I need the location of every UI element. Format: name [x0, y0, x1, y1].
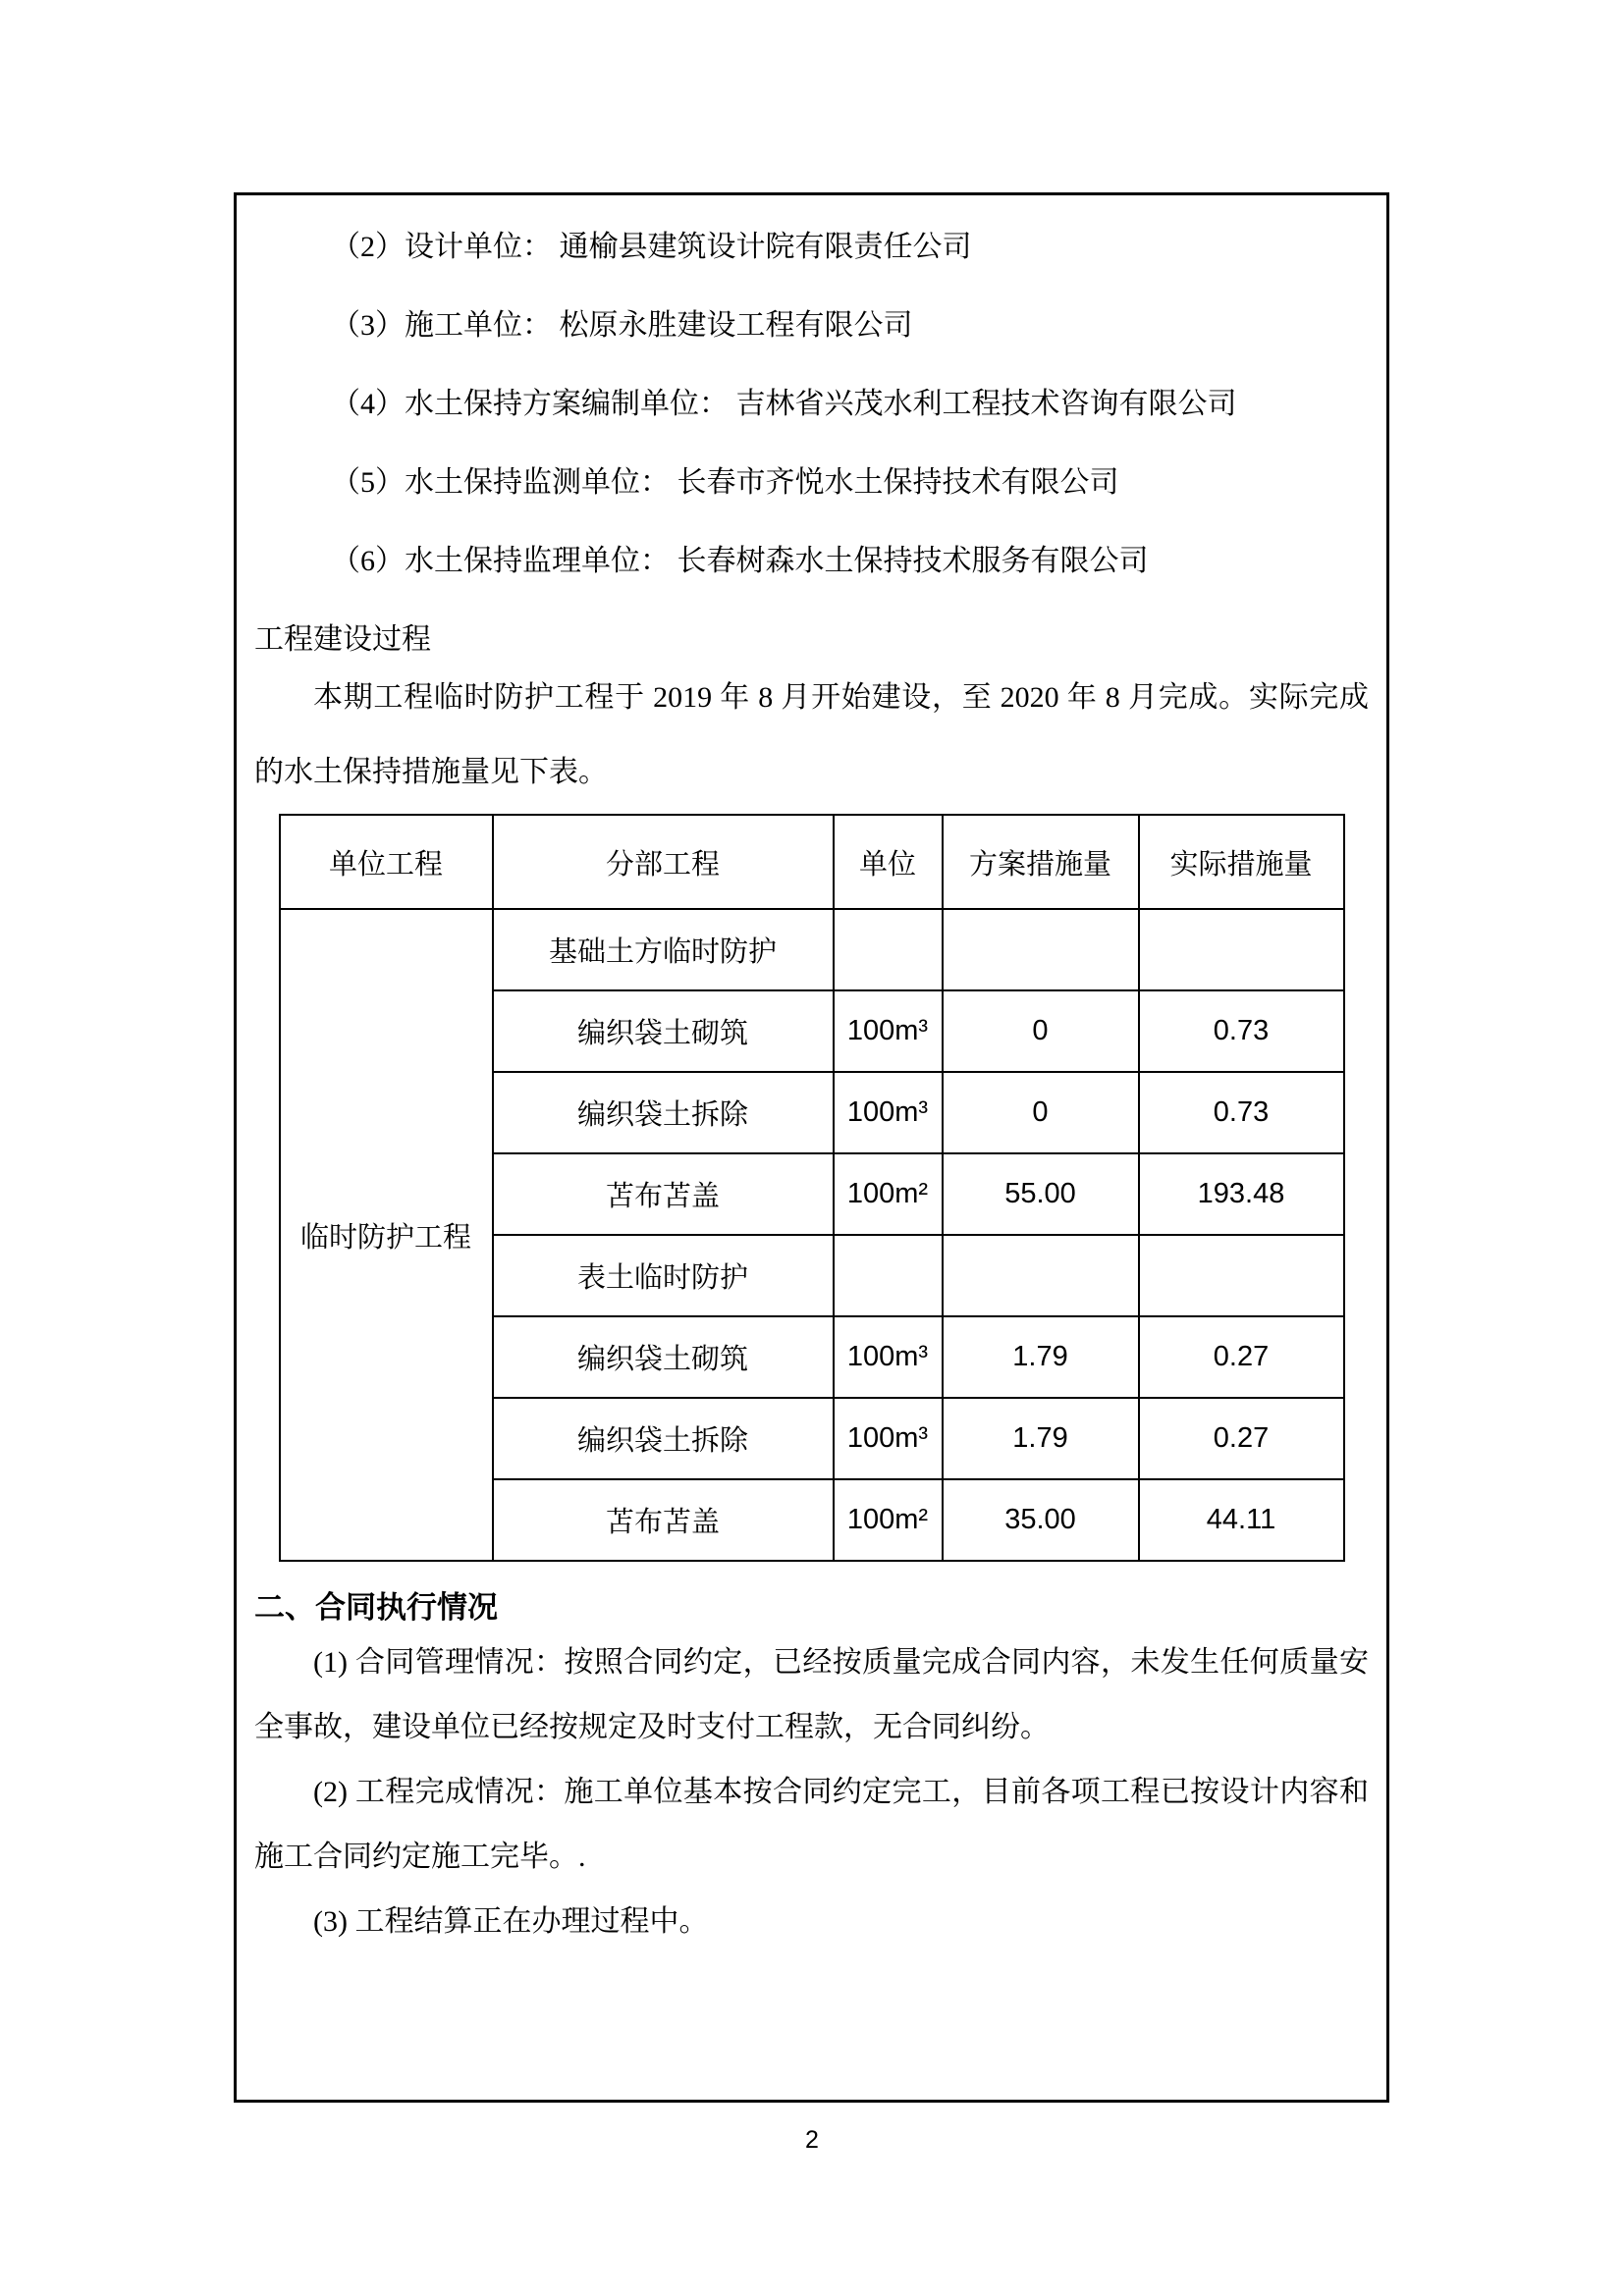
planned-cell: 1.79	[943, 1398, 1139, 1479]
planned-cell: 0	[943, 990, 1139, 1072]
unit-cell: 100m³	[834, 1316, 943, 1398]
page-number: 2	[805, 2126, 819, 2154]
subproject-cell: 编织袋土砌筑	[493, 1316, 834, 1398]
unit-cell: 100m³	[834, 1072, 943, 1153]
actual-cell	[1139, 1235, 1344, 1316]
planned-cell: 1.79	[943, 1316, 1139, 1398]
unit-cell	[834, 909, 943, 990]
actual-cell: 0.73	[1139, 1072, 1344, 1153]
subproject-cell: 苫布苫盖	[493, 1479, 834, 1561]
contract-management-paragraph: (1) 合同管理情况：按照合同约定，已经按质量完成合同内容，未发生任何质量安全事故，建设单位已经按规定及时支付工程款，无合同纠纷。	[254, 1646, 1369, 1743]
unit-item-design: （2）设计单位： 通榆县建筑设计院有限责任公司	[331, 231, 972, 263]
unit-cell	[834, 1235, 943, 1316]
actual-cell: 0.27	[1139, 1398, 1344, 1479]
subproject-cell: 编织袋土砌筑	[493, 990, 834, 1072]
subproject-cell: 基础土方临时防护	[493, 909, 834, 990]
unit-item-construction: （3）施工单位： 松原永胜建设工程有限公司	[331, 309, 913, 342]
project-completion-paragraph: (2) 工程完成情况：施工单位基本按合同约定完工，目前各项工程已按设计内容和施工合同约定施工完毕。.	[254, 1776, 1369, 1873]
planned-cell: 0	[943, 1072, 1139, 1153]
unit-item-monitoring: （5）水土保持监测单位： 长春市齐悦水土保持技术有限公司	[331, 466, 1119, 499]
unit-item-plan-compiler: （4）水土保持方案编制单位： 吉林省兴茂水利工程技术咨询有限公司	[331, 388, 1237, 420]
section-2-heading: 二、合同执行情况	[254, 1590, 498, 1625]
col-header-subproject: 分部工程	[493, 815, 834, 909]
measures-table	[279, 814, 1345, 1562]
settlement-paragraph: (3) 工程结算正在办理过程中。	[313, 1905, 709, 1938]
planned-cell: 35.00	[943, 1479, 1139, 1561]
subproject-cell: 表土临时防护	[493, 1235, 834, 1316]
table-row	[280, 909, 1344, 990]
planned-cell	[943, 909, 1139, 990]
unit-project-cell: 临时防护工程	[280, 909, 493, 1561]
col-header-actual-quantity: 实际措施量	[1139, 815, 1344, 909]
col-header-unit: 单位	[834, 815, 943, 909]
subproject-cell: 编织袋土拆除	[493, 1072, 834, 1153]
planned-cell	[943, 1235, 1139, 1316]
actual-cell: 0.27	[1139, 1316, 1344, 1398]
construction-process-paragraph: 本期工程临时防护工程于 2019 年 8 月开始建设，至 2020 年 8 月完成。实际完成的水土保持措施量见下表。	[254, 681, 1369, 788]
unit-cell: 100m³	[834, 990, 943, 1072]
actual-cell: 44.11	[1139, 1479, 1344, 1561]
content-frame	[234, 192, 1389, 2103]
subproject-cell: 苫布苫盖	[493, 1153, 834, 1235]
unit-cell: 100m²	[834, 1153, 943, 1235]
planned-cell: 55.00	[943, 1153, 1139, 1235]
actual-cell: 0.73	[1139, 990, 1344, 1072]
col-header-planned-quantity: 方案措施量	[943, 815, 1139, 909]
table-header-row	[280, 815, 1344, 909]
unit-cell: 100m²	[834, 1479, 943, 1561]
unit-item-supervision: （6）水土保持监理单位： 长春树森水土保持技术服务有限公司	[331, 545, 1149, 577]
col-header-unit-project: 单位工程	[280, 815, 493, 909]
actual-cell: 193.48	[1139, 1153, 1344, 1235]
unit-cell: 100m³	[834, 1398, 943, 1479]
construction-process-heading: 工程建设过程	[254, 623, 431, 656]
subproject-cell: 编织袋土拆除	[493, 1398, 834, 1479]
actual-cell	[1139, 909, 1344, 990]
